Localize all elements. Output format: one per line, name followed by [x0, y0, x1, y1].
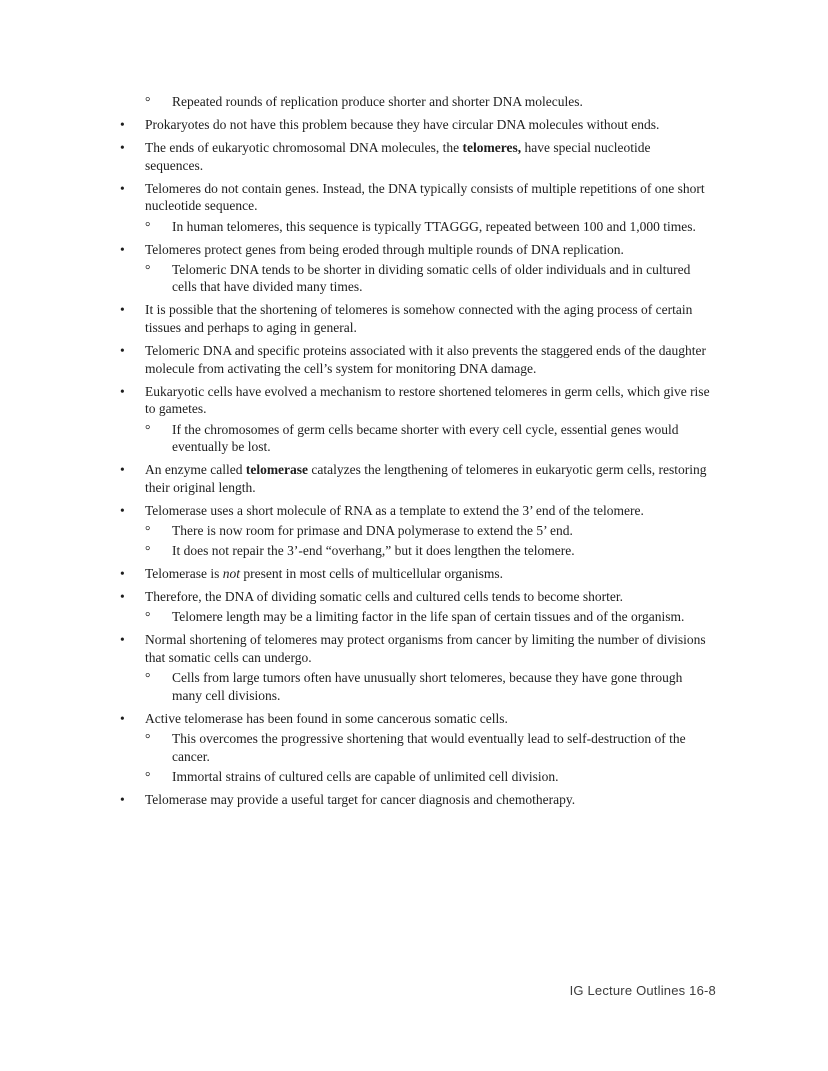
sub-bullet-item	[145, 768, 710, 786]
bullet-item	[120, 631, 710, 666]
item-text	[172, 421, 710, 456]
text-segment: catalyzes the lengthening of telomeres in eukaryotic germ cells, restoring their original length.	[145, 462, 707, 495]
sub-bullet-item	[145, 608, 710, 626]
circle-bullet-icon: °	[145, 261, 151, 277]
bullet-item	[120, 116, 710, 134]
text-segment: Telomeres protect genes from being eroded through multiple rounds of DNA replication.	[145, 241, 624, 257]
item-text	[145, 502, 710, 520]
text-segment: Telomerase may provide a useful target for cancer diagnosis and chemotherapy.	[145, 791, 576, 807]
text-segment: Telomeres do not contain genes. Instead, the DNA typically consists of multiple repetitions of one short nucleotide sequence.	[145, 180, 705, 214]
sub-bullet-item	[145, 522, 710, 540]
text-segment: If the chromosomes of germ cells became shorter with every cell cycle, essential genes would eventually be lost.	[172, 421, 679, 455]
text-segment: Active telomerase has been found in some cancerous somatic cells.	[145, 710, 508, 726]
item-text	[145, 631, 710, 666]
item-text	[172, 768, 710, 786]
bullet-item	[120, 791, 710, 809]
bullet-item	[120, 180, 710, 215]
circle-bullet-icon: °	[145, 94, 151, 109]
bullet-item	[120, 301, 710, 336]
bullet-icon: •	[120, 117, 125, 133]
text-segment: It does not repair the 3’-end “overhang,” but it does lengthen the telomere.	[172, 543, 575, 559]
circle-bullet-icon: °	[145, 768, 151, 784]
text-segment: not	[222, 566, 241, 582]
item-text	[145, 139, 710, 174]
text-segment: telomeres,	[462, 140, 522, 156]
item-text	[172, 542, 710, 560]
text-segment: present in most cells of multicellular organisms.	[240, 566, 504, 582]
text-segment: An enzyme called	[145, 462, 246, 478]
text-segment: have special nucleotide sequences.	[145, 140, 651, 173]
text-segment: Cells from large tumors often have unusually short telomeres, because they have gone through many cell divisions.	[172, 670, 683, 703]
text-segment: Telomere length may be a limiting factor in the life span of certain tissues and of the organism.	[172, 609, 685, 625]
item-text	[145, 791, 710, 809]
item-text	[172, 261, 710, 296]
item-text	[172, 730, 710, 765]
bullet-icon: •	[120, 710, 125, 726]
text-segment: Immortal strains of cultured cells are capable of unlimited cell division.	[172, 768, 559, 784]
item-text	[145, 710, 710, 728]
text-segment: Telomerase uses a short molecule of RNA as a template to extend the 3’ end of the telomere.	[145, 502, 644, 518]
item-text	[145, 180, 710, 215]
circle-bullet-icon: °	[145, 522, 151, 538]
page-footer-label: IG Lecture Outlines 16-8	[569, 983, 716, 998]
item-text	[172, 522, 710, 540]
bullet-icon: •	[120, 589, 125, 605]
bullet-icon: •	[120, 241, 125, 257]
text-segment: Eukaryotic cells have evolved a mechanism to restore shortened telomeres in germ cells, which give rise to gametes.	[145, 383, 710, 417]
item-text	[145, 241, 710, 259]
bullet-icon: •	[120, 180, 125, 196]
sub-bullet-item	[145, 261, 710, 296]
bullet-item	[120, 342, 710, 377]
sub-bullet-item	[145, 542, 710, 560]
text-segment: The ends of eukaryotic chromosomal DNA molecules, the	[145, 140, 463, 156]
text-segment: telomerase	[245, 462, 309, 478]
circle-bullet-icon: °	[145, 609, 151, 625]
bullet-icon: •	[120, 791, 125, 807]
circle-bullet-icon: °	[145, 218, 151, 234]
sub-bullet-item	[145, 669, 710, 704]
bullet-item	[120, 588, 710, 606]
text-segment: It is possible that the shortening of telomeres is somehow connected with the aging process of certain tissues and perhaps to aging in general.	[145, 302, 693, 336]
circle-bullet-icon: °	[145, 730, 151, 746]
sub-bullet-item	[145, 218, 710, 236]
bullet-icon: •	[120, 140, 125, 156]
text-segment: In human telomeres, this sequence is typically TTAGGG, repeated between 100 and 1,000 times.	[172, 218, 696, 234]
text-segment: Repeated rounds of replication produce shorter and shorter DNA molecules.	[172, 94, 583, 109]
bullet-icon: •	[120, 343, 125, 359]
bullet-icon: •	[120, 462, 125, 478]
item-text	[172, 608, 710, 626]
bullet-icon: •	[120, 302, 125, 318]
bullet-icon: •	[120, 502, 125, 518]
text-segment: Telomerase is	[145, 566, 223, 582]
bullet-item	[120, 502, 710, 520]
sub-bullet-item	[145, 421, 710, 456]
text-segment: Normal shortening of telomeres may protect organisms from cancer by limiting the number of divisions that somatic cells can undergo.	[145, 632, 706, 666]
bullet-icon: •	[120, 632, 125, 648]
item-text	[172, 93, 710, 111]
outline-list	[0, 93, 828, 808]
sub-bullet-item	[145, 93, 710, 111]
item-text	[145, 565, 710, 583]
text-segment: Telomeric DNA and specific proteins associated with it also prevents the staggered ends of the daughter molecule from activating the cell’s system for monitoring DNA damage.	[145, 343, 707, 376]
bullet-item	[120, 383, 710, 418]
circle-bullet-icon: °	[145, 670, 151, 686]
text-segment: Telomeric DNA tends to be shorter in dividing somatic cells of older individuals and in cultured cells that have divided many times.	[172, 261, 691, 295]
bullet-item	[120, 565, 710, 583]
circle-bullet-icon: °	[145, 543, 151, 559]
item-text	[172, 669, 710, 704]
item-text	[145, 301, 710, 336]
bullet-item	[120, 710, 710, 728]
text-segment: This overcomes the progressive shortening that would eventually lead to self-destruction of the cancer.	[172, 730, 686, 764]
item-text	[145, 383, 710, 418]
item-text	[145, 342, 710, 377]
bullet-item	[120, 139, 710, 174]
item-text	[145, 116, 710, 134]
item-text	[145, 588, 710, 606]
bullet-item	[120, 461, 710, 496]
item-text	[145, 461, 710, 496]
sub-bullet-item	[145, 730, 710, 765]
bullet-icon: •	[120, 566, 125, 582]
text-segment: Prokaryotes do not have this problem because they have circular DNA molecules without ends.	[145, 117, 660, 133]
bullet-item	[120, 241, 710, 259]
text-segment: There is now room for primase and DNA polymerase to extend the 5’ end.	[172, 522, 573, 538]
item-text	[172, 218, 710, 236]
bullet-icon: •	[120, 383, 125, 399]
text-segment: Therefore, the DNA of dividing somatic cells and cultured cells tends to become shorter.	[145, 589, 623, 605]
circle-bullet-icon: °	[145, 421, 151, 437]
